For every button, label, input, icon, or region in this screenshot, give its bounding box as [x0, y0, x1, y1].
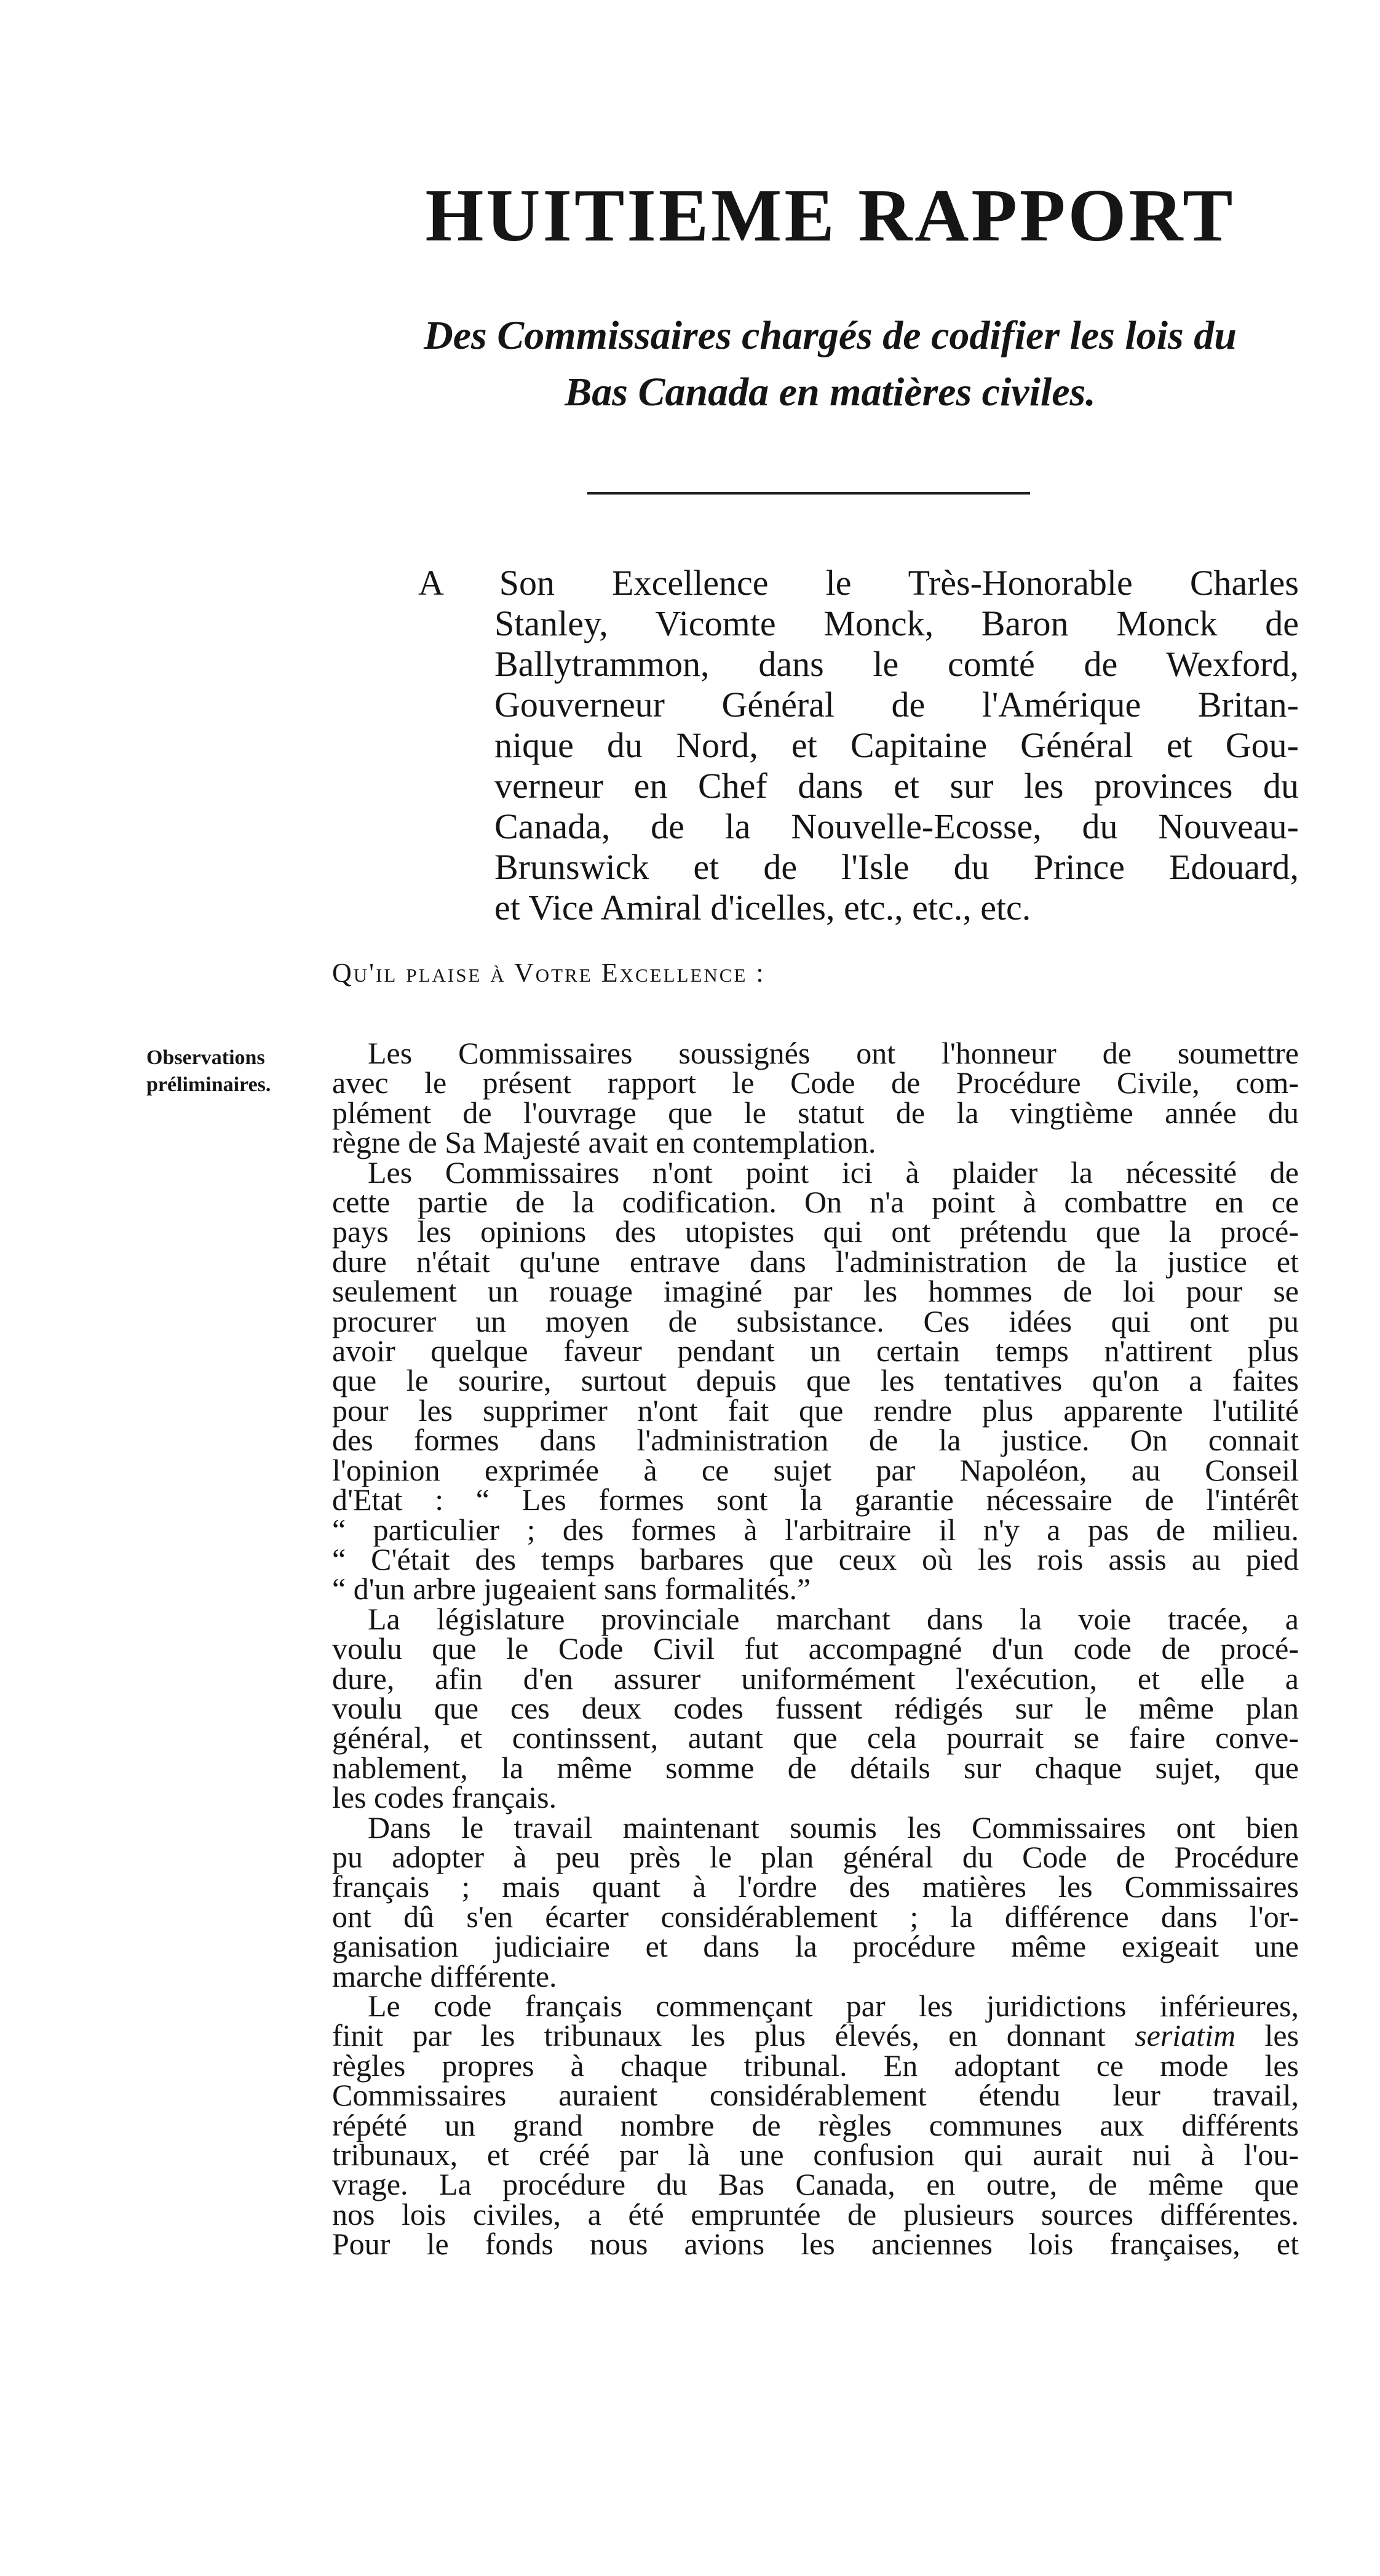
- body-line: dure, afin d'en assurer uniformément l'exécution, et elle a: [332, 1661, 1299, 1696]
- salutation: Qu'il plaise à Votre Excellence :: [332, 958, 766, 988]
- body-line: “ d'un arbre jugeaient sans formalités.”: [332, 1572, 811, 1607]
- body-line: l'opinion exprimée à ce sujet par Napoléon, au Conseil: [332, 1452, 1299, 1487]
- body-line: [332, 2018, 1299, 2053]
- body-line: règne de Sa Majesté avait en contemplation.: [332, 1125, 876, 1160]
- address-line: Gouverneur Général de l'Amérique Britan-: [494, 685, 1299, 725]
- body-line: dure n'était qu'une entrave dans l'administration de la justice et: [332, 1244, 1299, 1279]
- body-line: Commissaires auraient considérablement étendu leur travail,: [332, 2078, 1299, 2113]
- address-line: Ballytrammon, dans le comté de Wexford,: [494, 644, 1299, 684]
- body-line: ont dû s'en écarter considérablement ; la différence dans l'or-: [332, 1899, 1299, 1934]
- address-line: nique du Nord, et Capitaine Général et Gou-: [494, 725, 1299, 765]
- latin-term: seriatim: [1135, 2018, 1236, 2053]
- body-line: nos lois civiles, a été empruntée de plusieurs sources différentes.: [332, 2196, 1299, 2232]
- body-line: tribunaux, et créé par là une confusion qui aurait nui à l'ou-: [332, 2137, 1299, 2173]
- body-line: les codes français.: [332, 1780, 557, 1815]
- body-line-segment: finit par les tribunaux les plus élevés, en donnant: [332, 2018, 1106, 2053]
- address-line: et Vice Amiral d'icelles, etc., etc., etc.: [494, 888, 1031, 928]
- body-line: règles propres à chaque tribunal. En adoptant ce mode les: [332, 2048, 1299, 2083]
- body-line: avec le présent rapport le Code de Procédure Civile, com-: [332, 1065, 1299, 1100]
- address-line: verneur en Chef dans et sur les provinces du: [494, 766, 1299, 806]
- body-line: répété un grand nombre de règles communes aux différents: [332, 2107, 1299, 2142]
- body-line: pays les opinions des utopistes qui ont prétendu que la procé-: [332, 1214, 1299, 1249]
- title-divider: [587, 492, 1030, 495]
- body-line: Pour le fonds nous avions les anciennes lois françaises, et: [332, 2227, 1299, 2262]
- address-line: A Son Excellence le Très-Honorable Charles: [418, 563, 1299, 603]
- body-line: Dans le travail maintenant soumis les Commissaires ont bien: [368, 1810, 1299, 1845]
- body-line: des formes dans l'administration de la justice. On connait: [332, 1423, 1299, 1458]
- body-line: voulu que ces deux codes fussent rédigés sur le même plan: [332, 1690, 1299, 1725]
- body-line: seulement un rouage imaginé par les hommes de loi pour se: [332, 1274, 1299, 1309]
- body-line: cette partie de la codification. On n'a point à combattre en ce: [332, 1185, 1299, 1220]
- body-line: pour les supprimer n'ont fait que rendre plus apparente l'utilité: [332, 1393, 1299, 1428]
- address-block: [418, 563, 1299, 928]
- body-line-segment: les: [1264, 2018, 1299, 2053]
- body-line: La législature provinciale marchant dans la voie tracée, a: [368, 1601, 1299, 1636]
- body-line: plément de l'ouvrage que le statut de la vingtième année du: [332, 1095, 1299, 1130]
- address-line: Brunswick et de l'Isle du Prince Edouard,: [494, 847, 1299, 887]
- subtitle-line: Bas Canada en matières civiles.: [565, 370, 1096, 415]
- body-line: voulu que le Code Civil fut accompagné d'un code de procé-: [332, 1631, 1299, 1666]
- margin-note-line: Observations: [146, 1046, 265, 1069]
- body-line: “ C'était des temps barbares que ceux où les rois assis au pied: [332, 1541, 1299, 1576]
- report-title: HUITIEME RAPPORT: [425, 174, 1235, 257]
- body-line: marche différente.: [332, 1958, 557, 1994]
- body-line: vrage. La procédure du Bas Canada, en outre, de même que: [332, 2167, 1299, 2202]
- address-line: Stanley, Vicomte Monck, Baron Monck de: [494, 603, 1299, 643]
- body-line: d'Etat : “ Les formes sont la garantie nécessaire de l'intérêt: [332, 1482, 1299, 1517]
- body-line: avoir quelque faveur pendant un certain temps n'attirent plus: [332, 1334, 1299, 1369]
- body-line: nablement, la même somme de détails sur chaque sujet, que: [332, 1750, 1299, 1785]
- body-line: Les Commissaires n'ont point ici à plaider la nécessité de: [368, 1155, 1299, 1190]
- report-body: [332, 1036, 1299, 2262]
- margin-note: [146, 1044, 343, 1099]
- report-subtitle: [332, 308, 1328, 421]
- body-line: pu adopter à peu près le plan général du Code de Procédure: [332, 1839, 1299, 1874]
- margin-note-line: préliminaires.: [146, 1073, 271, 1096]
- address-line: Canada, de la Nouvelle-Ecosse, du Nouveau-: [494, 806, 1299, 846]
- subtitle-line: Des Commissaires chargés de codifier les lois du: [424, 313, 1237, 358]
- body-line: français ; mais quant à l'ordre des matières les Commissaires: [332, 1869, 1299, 1904]
- body-line: général, et continssent, autant que cela pourrait se faire conve-: [332, 1720, 1299, 1755]
- body-line: Le code français commençant par les juridictions inférieures,: [368, 1989, 1299, 2023]
- body-line: ganisation judiciaire et dans la procédure même exigeait une: [332, 1929, 1299, 1964]
- body-line: “ particulier ; des formes à l'arbitraire il n'y a pas de milieu.: [332, 1512, 1299, 1547]
- body-line: procurer un moyen de subsistance. Ces idées qui ont pu: [332, 1303, 1299, 1338]
- body-line: Les Commissaires soussignés ont l'honneur de soumettre: [368, 1036, 1299, 1070]
- body-line: que le sourire, surtout depuis que les tentatives qu'on a faites: [332, 1363, 1299, 1398]
